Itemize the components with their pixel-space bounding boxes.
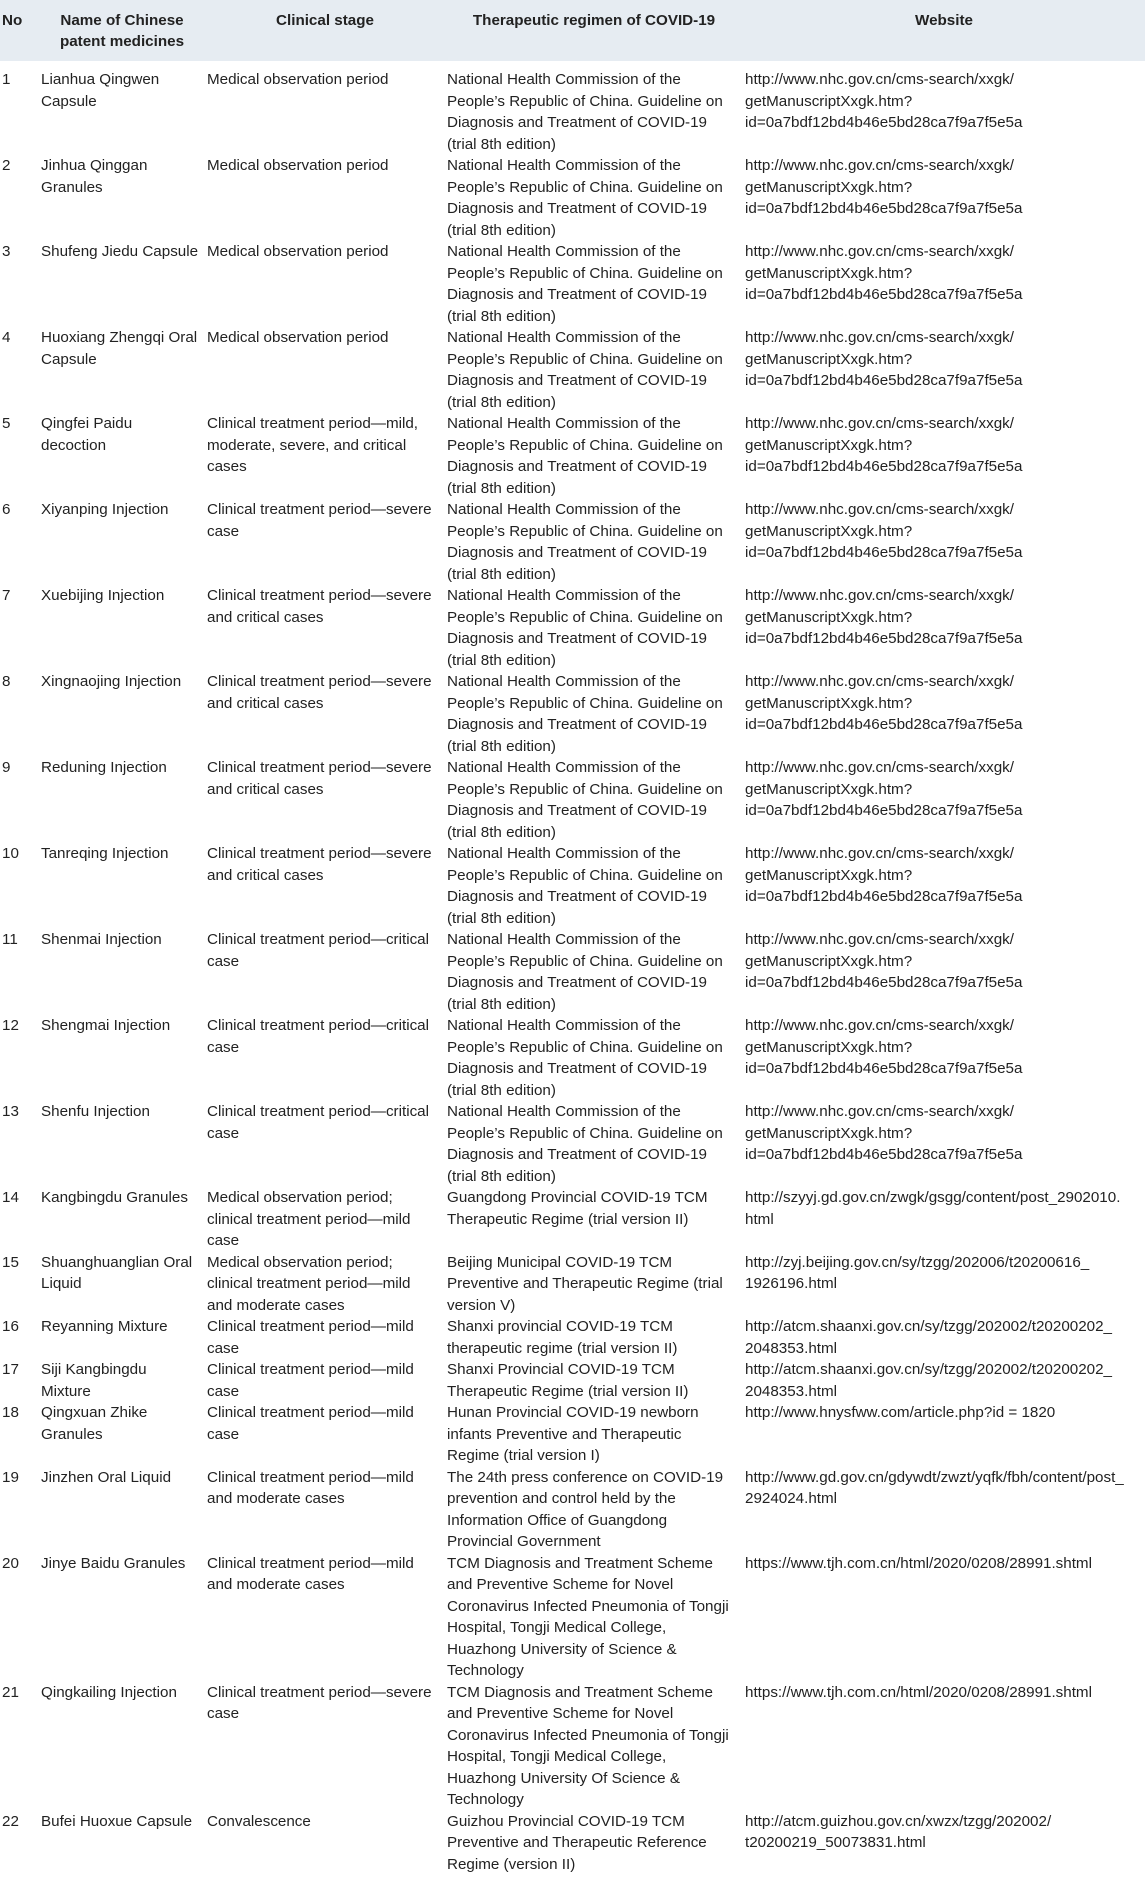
cell-name: Reduning Injection <box>39 757 205 843</box>
cell-no: 7 <box>0 585 39 671</box>
cell-name: Xingnaojing Injection <box>39 671 205 757</box>
cell-no: 22 <box>0 1811 39 1885</box>
cell-name: Siji Kangbingdu Mixture <box>39 1359 205 1402</box>
cell-no: 17 <box>0 1359 39 1402</box>
table-row <box>0 757 1145 843</box>
header-no: No <box>0 0 39 61</box>
cell-stage: Clinical treatment period—critical case <box>205 1101 445 1187</box>
cell-regimen: National Health Commission of the People’s Republic of China. Guideline on Diagnosis and Treatment of COVID-19 (trial 8th edition) <box>445 155 743 241</box>
cell-stage: Medical observation period <box>205 61 445 155</box>
cell-no: 6 <box>0 499 39 585</box>
cell-no: 13 <box>0 1101 39 1187</box>
cell-name: Xuebijing Injection <box>39 585 205 671</box>
cell-website: http://atcm.shaanxi.gov.cn/sy/tzgg/202002/t20200202_ 2048353.html <box>743 1316 1145 1359</box>
cell-regimen: National Health Commission of the People’s Republic of China. Guideline on Diagnosis and Treatment of COVID-19 (trial 8th edition) <box>445 413 743 499</box>
cell-website: http://www.nhc.gov.cn/cms-search/xxgk/ getManuscriptXxgk.htm? id=0a7bdf12bd4b46e5bd28ca7f9a7f5e5a <box>743 155 1145 241</box>
table-row <box>0 1553 1145 1682</box>
table-header <box>0 0 1145 61</box>
cell-stage: Clinical treatment period—mild and moderate cases <box>205 1467 445 1553</box>
cell-name: Reyanning Mixture <box>39 1316 205 1359</box>
cell-no: 18 <box>0 1402 39 1467</box>
cell-regimen: National Health Commission of the People’s Republic of China. Guideline on Diagnosis and Treatment of COVID-19 (trial 8th edition) <box>445 671 743 757</box>
cell-name: Lianhua Qingwen Capsule <box>39 61 205 155</box>
cell-no: 8 <box>0 671 39 757</box>
cell-stage: Medical observation period <box>205 327 445 413</box>
cell-no: 16 <box>0 1316 39 1359</box>
cell-website: http://szyyj.gd.gov.cn/zwgk/gsgg/content/post_2902010. html <box>743 1187 1145 1252</box>
cell-regimen: National Health Commission of the People’s Republic of China. Guideline on Diagnosis and Treatment of COVID-19 (trial 8th edition) <box>445 757 743 843</box>
table-row <box>0 1252 1145 1317</box>
cell-stage: Clinical treatment period—mild and moderate cases <box>205 1553 445 1682</box>
cell-name: Tanreqing Injection <box>39 843 205 929</box>
cell-stage: Clinical treatment period—mild, moderate, severe, and critical cases <box>205 413 445 499</box>
cell-stage: Clinical treatment period—mild case <box>205 1359 445 1402</box>
cell-name: Qingfei Paidu decoction <box>39 413 205 499</box>
cell-stage: Clinical treatment period—mild case <box>205 1316 445 1359</box>
cell-website: http://www.gd.gov.cn/gdywdt/zwzt/yqfk/fbh/content/post_ 2924024.html <box>743 1467 1145 1553</box>
cell-website: http://atcm.guizhou.gov.cn/xwzx/tzgg/202002/ t20200219_50073831.html <box>743 1811 1145 1885</box>
table-row <box>0 155 1145 241</box>
cell-name: Qingxuan Zhike Granules <box>39 1402 205 1467</box>
cell-regimen: National Health Commission of the People’s Republic of China. Guideline on Diagnosis and Treatment of COVID-19 (trial 8th edition) <box>445 1015 743 1101</box>
cell-regimen: National Health Commission of the People’s Republic of China. Guideline on Diagnosis and Treatment of COVID-19 (trial 8th edition) <box>445 61 743 155</box>
cell-name: Qingkailing Injection <box>39 1682 205 1811</box>
table-row <box>0 1015 1145 1101</box>
header-regimen: Therapeutic regimen of COVID-19 <box>445 0 743 61</box>
table-row <box>0 1811 1145 1885</box>
cell-no: 14 <box>0 1187 39 1252</box>
cell-regimen: National Health Commission of the People’s Republic of China. Guideline on Diagnosis and Treatment of COVID-19 (trial 8th edition) <box>445 499 743 585</box>
cell-website: http://zyj.beijing.gov.cn/sy/tzgg/202006/t20200616_ 1926196.html <box>743 1252 1145 1317</box>
table-row <box>0 1316 1145 1359</box>
cell-website: http://www.nhc.gov.cn/cms-search/xxgk/ getManuscriptXxgk.htm? id=0a7bdf12bd4b46e5bd28ca7f9a7f5e5a <box>743 1101 1145 1187</box>
table-row <box>0 1467 1145 1553</box>
cell-regimen: Guizhou Provincial COVID-19 TCM Preventive and Therapeutic Reference Regime (version II) <box>445 1811 743 1885</box>
cell-website: http://atcm.shaanxi.gov.cn/sy/tzgg/202002/t20200202_ 2048353.html <box>743 1359 1145 1402</box>
cell-website: http://www.nhc.gov.cn/cms-search/xxgk/ getManuscriptXxgk.htm? id=0a7bdf12bd4b46e5bd28ca7f9a7f5e5a <box>743 499 1145 585</box>
header-website: Website <box>743 0 1145 61</box>
cell-stage: Medical observation period <box>205 155 445 241</box>
cell-name: Xiyanping Injection <box>39 499 205 585</box>
cell-no: 9 <box>0 757 39 843</box>
cell-stage: Clinical treatment period—critical case <box>205 929 445 1015</box>
table-row <box>0 61 1145 155</box>
cell-regimen: Shanxi Provincial COVID-19 TCM Therapeutic Regime (trial version II) <box>445 1359 743 1402</box>
cell-website: https://www.tjh.com.cn/html/2020/0208/28991.shtml <box>743 1553 1145 1682</box>
cell-stage: Medical observation period <box>205 241 445 327</box>
cell-stage: Clinical treatment period—critical case <box>205 1015 445 1101</box>
cell-regimen: Hunan Provincial COVID-19 newborn infants Preventive and Therapeutic Regime (trial version I) <box>445 1402 743 1467</box>
cell-website: http://www.nhc.gov.cn/cms-search/xxgk/ getManuscriptXxgk.htm? id=0a7bdf12bd4b46e5bd28ca7f9a7f5e5a <box>743 413 1145 499</box>
cell-regimen: National Health Commission of the People’s Republic of China. Guideline on Diagnosis and Treatment of COVID-19 (trial 8th edition) <box>445 327 743 413</box>
cell-no: 3 <box>0 241 39 327</box>
table-row <box>0 1402 1145 1467</box>
cell-regimen: TCM Diagnosis and Treatment Scheme and Preventive Scheme for Novel Coronavirus Infected Pneumonia of Tongji Hospital, Tongji Medical College, Huazhong University Of Science & Technology <box>445 1682 743 1811</box>
table-row <box>0 327 1145 413</box>
cell-name: Jinzhen Oral Liquid <box>39 1467 205 1553</box>
cell-stage: Clinical treatment period—severe and critical cases <box>205 757 445 843</box>
cell-no: 19 <box>0 1467 39 1553</box>
cell-stage: Clinical treatment period—severe and critical cases <box>205 585 445 671</box>
cell-name: Shenfu Injection <box>39 1101 205 1187</box>
cell-stage: Clinical treatment period—severe case <box>205 1682 445 1811</box>
table-row <box>0 241 1145 327</box>
cell-regimen: National Health Commission of the People’s Republic of China. Guideline on Diagnosis and Treatment of COVID-19 (trial 8th edition) <box>445 585 743 671</box>
cell-name: Shenmai Injection <box>39 929 205 1015</box>
cell-website: http://www.nhc.gov.cn/cms-search/xxgk/ getManuscriptXxgk.htm? id=0a7bdf12bd4b46e5bd28ca7f9a7f5e5a <box>743 585 1145 671</box>
table-row <box>0 929 1145 1015</box>
table-row <box>0 499 1145 585</box>
table-row <box>0 1359 1145 1402</box>
cell-regimen: National Health Commission of the People’s Republic of China. Guideline on Diagnosis and Treatment of COVID-19 (trial 8th edition) <box>445 241 743 327</box>
cell-no: 2 <box>0 155 39 241</box>
cell-website: http://www.nhc.gov.cn/cms-search/xxgk/ getManuscriptXxgk.htm? id=0a7bdf12bd4b46e5bd28ca7f9a7f5e5a <box>743 327 1145 413</box>
cell-website: http://www.hnysfww.com/article.php?id = 1820 <box>743 1402 1145 1467</box>
cell-no: 10 <box>0 843 39 929</box>
cell-no: 1 <box>0 61 39 155</box>
table-row <box>0 1187 1145 1252</box>
table-body <box>0 61 1145 1885</box>
cell-stage: Clinical treatment period—mild case <box>205 1402 445 1467</box>
cell-regimen: Guangdong Provincial COVID-19 TCM Therapeutic Regime (trial version II) <box>445 1187 743 1252</box>
cell-no: 21 <box>0 1682 39 1811</box>
cell-no: 11 <box>0 929 39 1015</box>
cell-name: Kangbingdu Granules <box>39 1187 205 1252</box>
cell-name: Bufei Huoxue Capsule <box>39 1811 205 1885</box>
cell-name: Shengmai Injection <box>39 1015 205 1101</box>
cell-stage: Medical observation period; clinical treatment period—mild case <box>205 1187 445 1252</box>
cell-website: http://www.nhc.gov.cn/cms-search/xxgk/ getManuscriptXxgk.htm? id=0a7bdf12bd4b46e5bd28ca7f9a7f5e5a <box>743 241 1145 327</box>
cell-website: http://www.nhc.gov.cn/cms-search/xxgk/ getManuscriptXxgk.htm? id=0a7bdf12bd4b46e5bd28ca7f9a7f5e5a <box>743 757 1145 843</box>
cell-stage: Clinical treatment period—severe and critical cases <box>205 671 445 757</box>
table-row <box>0 843 1145 929</box>
cell-stage: Convalescence <box>205 1811 445 1885</box>
table-row <box>0 413 1145 499</box>
table-row <box>0 671 1145 757</box>
cell-website: http://www.nhc.gov.cn/cms-search/xxgk/ getManuscriptXxgk.htm? id=0a7bdf12bd4b46e5bd28ca7f9a7f5e5a <box>743 1015 1145 1101</box>
cell-name: Huoxiang Zhengqi Oral Capsule <box>39 327 205 413</box>
header-stage: Clinical stage <box>205 0 445 61</box>
cell-name: Jinhua Qinggan Granules <box>39 155 205 241</box>
cell-no: 20 <box>0 1553 39 1682</box>
cell-regimen: The 24th press conference on COVID-19 prevention and control held by the Information Office of Guangdong Provincial Government <box>445 1467 743 1553</box>
cell-regimen: National Health Commission of the People’s Republic of China. Guideline on Diagnosis and Treatment of COVID-19 (trial 8th edition) <box>445 843 743 929</box>
cell-website: http://www.nhc.gov.cn/cms-search/xxgk/ getManuscriptXxgk.htm? id=0a7bdf12bd4b46e5bd28ca7f9a7f5e5a <box>743 843 1145 929</box>
cell-regimen: National Health Commission of the People’s Republic of China. Guideline on Diagnosis and Treatment of COVID-19 (trial 8th edition) <box>445 1101 743 1187</box>
cell-website: https://www.tjh.com.cn/html/2020/0208/28991.shtml <box>743 1682 1145 1811</box>
cell-name: Shuanghuanglian Oral Liquid <box>39 1252 205 1317</box>
cell-stage: Medical observation period; clinical treatment period—mild and moderate cases <box>205 1252 445 1317</box>
cell-regimen: TCM Diagnosis and Treatment Scheme and Preventive Scheme for Novel Coronavirus Infected Pneumonia of Tongji Hospital, Tongji Medical College, Huazhong University of Science & Technology <box>445 1553 743 1682</box>
cell-website: http://www.nhc.gov.cn/cms-search/xxgk/ getManuscriptXxgk.htm? id=0a7bdf12bd4b46e5bd28ca7f9a7f5e5a <box>743 61 1145 155</box>
table-row <box>0 585 1145 671</box>
cell-website: http://www.nhc.gov.cn/cms-search/xxgk/ getManuscriptXxgk.htm? id=0a7bdf12bd4b46e5bd28ca7f9a7f5e5a <box>743 671 1145 757</box>
cell-stage: Clinical treatment period—severe and critical cases <box>205 843 445 929</box>
cell-regimen: Beijing Municipal COVID-19 TCM Preventive and Therapeutic Regime (trial version V) <box>445 1252 743 1317</box>
table-row <box>0 1682 1145 1811</box>
cell-no: 12 <box>0 1015 39 1101</box>
cell-no: 15 <box>0 1252 39 1317</box>
cell-regimen: National Health Commission of the People’s Republic of China. Guideline on Diagnosis and Treatment of COVID-19 (trial 8th edition) <box>445 929 743 1015</box>
table-row <box>0 1101 1145 1187</box>
cell-no: 4 <box>0 327 39 413</box>
cell-name: Shufeng Jiedu Capsule <box>39 241 205 327</box>
cell-regimen: Shanxi provincial COVID-19 TCM therapeutic regime (trial version II) <box>445 1316 743 1359</box>
cell-website: http://www.nhc.gov.cn/cms-search/xxgk/ getManuscriptXxgk.htm? id=0a7bdf12bd4b46e5bd28ca7f9a7f5e5a <box>743 929 1145 1015</box>
cell-name: Jinye Baidu Granules <box>39 1553 205 1682</box>
cell-no: 5 <box>0 413 39 499</box>
cell-stage: Clinical treatment period—severe case <box>205 499 445 585</box>
header-name: Name of Chinese patent medicines <box>39 0 205 61</box>
